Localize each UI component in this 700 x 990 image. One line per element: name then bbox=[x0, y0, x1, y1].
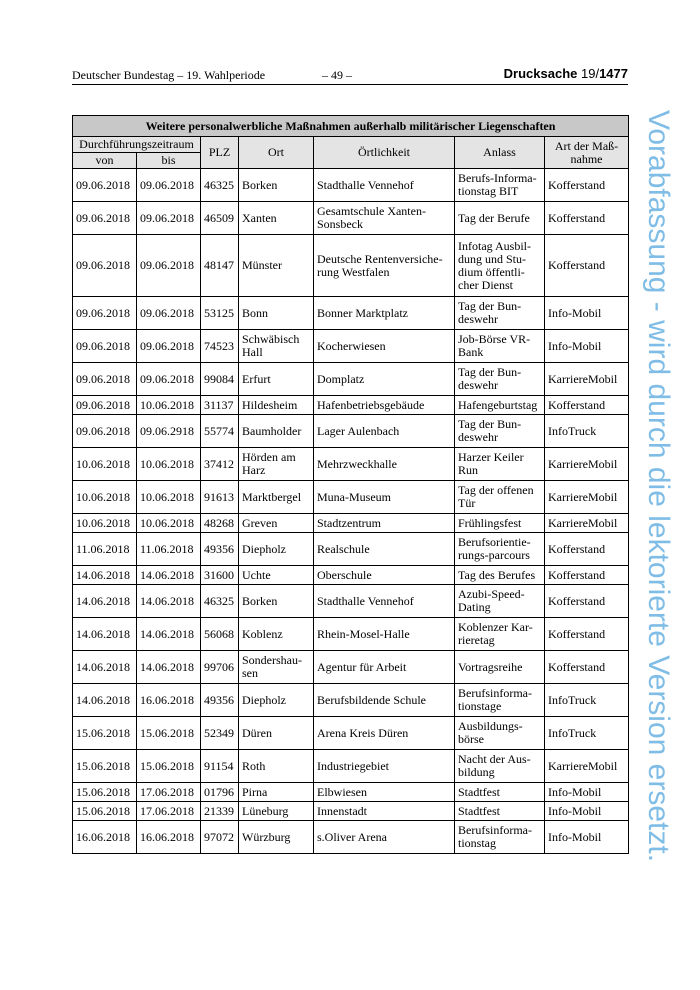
table-body bbox=[73, 169, 629, 854]
cell-anlass: Stadtfest bbox=[455, 802, 545, 821]
cell-oertlichkeit: Agentur für Arbeit bbox=[314, 651, 455, 684]
cell-bis: 10.06.2018 bbox=[137, 481, 201, 514]
table-row bbox=[73, 618, 629, 651]
cell-bis: 14.06.2018 bbox=[137, 618, 201, 651]
table-row bbox=[73, 717, 629, 750]
table-row bbox=[73, 750, 629, 783]
cell-art: Info-Mobil bbox=[545, 783, 629, 802]
cell-anlass: Nacht der Aus-bildung bbox=[455, 750, 545, 783]
cell-von: 15.06.2018 bbox=[73, 750, 137, 783]
table-row bbox=[73, 330, 629, 363]
parliament-label: Deutscher Bundestag – 19. Wahlperiode bbox=[72, 68, 266, 82]
cell-oertlichkeit: Rhein-Mosel-Halle bbox=[314, 618, 455, 651]
table-row bbox=[73, 783, 629, 802]
cell-bis: 17.06.2018 bbox=[137, 783, 201, 802]
document-number-prefix: 19/ bbox=[581, 66, 600, 81]
cell-plz: 99084 bbox=[201, 363, 239, 396]
cell-anlass: Tag des Berufes bbox=[455, 566, 545, 585]
cell-art: Info-Mobil bbox=[545, 297, 629, 330]
cell-anlass: Tag der Bun-deswehr bbox=[455, 363, 545, 396]
cell-art: Kofferstand bbox=[545, 396, 629, 415]
cell-von: 09.06.2018 bbox=[73, 297, 137, 330]
cell-bis: 14.06.2018 bbox=[137, 566, 201, 585]
measures-table bbox=[72, 115, 629, 854]
cell-von: 14.06.2018 bbox=[73, 566, 137, 585]
cell-oertlichkeit: Stadthalle Vennehof bbox=[314, 169, 455, 202]
cell-ort: Marktbergel bbox=[239, 481, 314, 514]
table-row bbox=[73, 448, 629, 481]
cell-oertlichkeit: Deutsche Rentenversiche-rung Westfalen bbox=[314, 235, 455, 297]
cell-art: KarriereMobil bbox=[545, 514, 629, 533]
cell-plz: 31137 bbox=[201, 396, 239, 415]
cell-art: Kofferstand bbox=[545, 585, 629, 618]
header-from: von bbox=[73, 153, 137, 169]
header-art: Art der Maß-nahme bbox=[545, 137, 629, 169]
cell-von: 14.06.2018 bbox=[73, 651, 137, 684]
cell-oertlichkeit: Bonner Marktplatz bbox=[314, 297, 455, 330]
header-period: Durchführungszeitraum bbox=[73, 137, 201, 153]
document-number bbox=[504, 66, 628, 81]
cell-ort: Roth bbox=[239, 750, 314, 783]
cell-anlass: Frühlingsfest bbox=[455, 514, 545, 533]
cell-anlass: Tag der Bun-deswehr bbox=[455, 297, 545, 330]
cell-bis: 09.06.2918 bbox=[137, 415, 201, 448]
cell-ort: Koblenz bbox=[239, 618, 314, 651]
cell-plz: 46325 bbox=[201, 585, 239, 618]
table-row bbox=[73, 363, 629, 396]
cell-plz: 91613 bbox=[201, 481, 239, 514]
cell-ort: Pirna bbox=[239, 783, 314, 802]
cell-von: 15.06.2018 bbox=[73, 783, 137, 802]
cell-bis: 10.06.2018 bbox=[137, 448, 201, 481]
cell-art: InfoTruck bbox=[545, 684, 629, 717]
cell-oertlichkeit: Gesamtschule Xanten-Sonsbeck bbox=[314, 202, 455, 235]
cell-oertlichkeit: Arena Kreis Düren bbox=[314, 717, 455, 750]
cell-art: Kofferstand bbox=[545, 618, 629, 651]
cell-ort: Schwäbisch Hall bbox=[239, 330, 314, 363]
cell-art: InfoTruck bbox=[545, 717, 629, 750]
cell-oertlichkeit: Stadthalle Vennehof bbox=[314, 585, 455, 618]
table-row bbox=[73, 202, 629, 235]
cell-art: KarriereMobil bbox=[545, 481, 629, 514]
cell-bis: 09.06.2018 bbox=[137, 202, 201, 235]
cell-art: Kofferstand bbox=[545, 235, 629, 297]
cell-art: Info-Mobil bbox=[545, 802, 629, 821]
cell-plz: 99706 bbox=[201, 651, 239, 684]
cell-ort: Xanten bbox=[239, 202, 314, 235]
cell-anlass: Stadtfest bbox=[455, 783, 545, 802]
header-oertlichkeit: Örtlichkeit bbox=[314, 137, 455, 169]
cell-anlass: Berufsinforma-tionstag bbox=[455, 821, 545, 854]
cell-bis: 14.06.2018 bbox=[137, 651, 201, 684]
page-number: – 49 – bbox=[322, 68, 352, 82]
cell-plz: 91154 bbox=[201, 750, 239, 783]
cell-von: 15.06.2018 bbox=[73, 717, 137, 750]
cell-plz: 21339 bbox=[201, 802, 239, 821]
cell-ort: Diepholz bbox=[239, 533, 314, 566]
table-row bbox=[73, 802, 629, 821]
watermark-text: Vorabfassung - wird durch die lektorierte Version ersetzt. bbox=[642, 110, 675, 863]
cell-von: 09.06.2018 bbox=[73, 415, 137, 448]
cell-oertlichkeit: Oberschule bbox=[314, 566, 455, 585]
cell-von: 09.06.2018 bbox=[73, 330, 137, 363]
cell-oertlichkeit: Industriegebiet bbox=[314, 750, 455, 783]
cell-von: 10.06.2018 bbox=[73, 448, 137, 481]
cell-von: 10.06.2018 bbox=[73, 514, 137, 533]
table-row bbox=[73, 235, 629, 297]
cell-von: 11.06.2018 bbox=[73, 533, 137, 566]
table-row bbox=[73, 169, 629, 202]
cell-art: KarriereMobil bbox=[545, 750, 629, 783]
cell-von: 14.06.2018 bbox=[73, 684, 137, 717]
header-to: bis bbox=[137, 153, 201, 169]
cell-ort: Lüneburg bbox=[239, 802, 314, 821]
cell-art: InfoTruck bbox=[545, 415, 629, 448]
cell-bis: 16.06.2018 bbox=[137, 821, 201, 854]
cell-plz: 46509 bbox=[201, 202, 239, 235]
table-title: Weitere personalwerbliche Maßnahmen außerhalb militärischer Liegenschaften bbox=[73, 116, 629, 137]
cell-plz: 74523 bbox=[201, 330, 239, 363]
cell-von: 16.06.2018 bbox=[73, 821, 137, 854]
cell-ort: Borken bbox=[239, 585, 314, 618]
cell-bis: 15.06.2018 bbox=[137, 750, 201, 783]
header-plz: PLZ bbox=[201, 137, 239, 169]
cell-anlass: Berufsinforma-tionstage bbox=[455, 684, 545, 717]
cell-bis: 09.06.2018 bbox=[137, 363, 201, 396]
table-row bbox=[73, 585, 629, 618]
cell-anlass: Azubi-Speed-Dating bbox=[455, 585, 545, 618]
cell-ort: Diepholz bbox=[239, 684, 314, 717]
cell-art: KarriereMobil bbox=[545, 448, 629, 481]
cell-art: Kofferstand bbox=[545, 651, 629, 684]
cell-oertlichkeit: Muna-Museum bbox=[314, 481, 455, 514]
cell-ort: Uchte bbox=[239, 566, 314, 585]
cell-von: 09.06.2018 bbox=[73, 235, 137, 297]
cell-oertlichkeit: Mehrzweckhalle bbox=[314, 448, 455, 481]
cell-plz: 46325 bbox=[201, 169, 239, 202]
header-ort: Ort bbox=[239, 137, 314, 169]
table-row bbox=[73, 396, 629, 415]
cell-anlass: Tag der Bun-deswehr bbox=[455, 415, 545, 448]
table-row bbox=[73, 415, 629, 448]
cell-ort: Sondershau-sen bbox=[239, 651, 314, 684]
draft-watermark bbox=[636, 110, 680, 910]
cell-bis: 10.06.2018 bbox=[137, 514, 201, 533]
table-row bbox=[73, 297, 629, 330]
cell-oertlichkeit: Berufsbildende Schule bbox=[314, 684, 455, 717]
cell-bis: 09.06.2018 bbox=[137, 235, 201, 297]
cell-oertlichkeit: Domplatz bbox=[314, 363, 455, 396]
cell-ort: Greven bbox=[239, 514, 314, 533]
cell-bis: 14.06.2018 bbox=[137, 585, 201, 618]
cell-oertlichkeit: Elbwiesen bbox=[314, 783, 455, 802]
header-rule bbox=[72, 84, 628, 85]
cell-oertlichkeit: Kocherwiesen bbox=[314, 330, 455, 363]
cell-bis: 15.06.2018 bbox=[137, 717, 201, 750]
cell-ort: Hildesheim bbox=[239, 396, 314, 415]
cell-von: 14.06.2018 bbox=[73, 618, 137, 651]
page-header bbox=[72, 66, 628, 84]
document-number-main: 1477 bbox=[599, 66, 628, 81]
cell-plz: 49356 bbox=[201, 684, 239, 717]
cell-anlass: Tag der offenen Tür bbox=[455, 481, 545, 514]
cell-anlass: Berufsorientie-rungs-parcours bbox=[455, 533, 545, 566]
cell-bis: 17.06.2018 bbox=[137, 802, 201, 821]
cell-von: 09.06.2018 bbox=[73, 202, 137, 235]
cell-oertlichkeit: Innenstadt bbox=[314, 802, 455, 821]
cell-anlass: Hafengeburtstag bbox=[455, 396, 545, 415]
cell-von: 09.06.2018 bbox=[73, 363, 137, 396]
cell-anlass: Tag der Berufe bbox=[455, 202, 545, 235]
cell-plz: 31600 bbox=[201, 566, 239, 585]
cell-plz: 56068 bbox=[201, 618, 239, 651]
cell-von: 14.06.2018 bbox=[73, 585, 137, 618]
cell-ort: Münster bbox=[239, 235, 314, 297]
cell-anlass: Harzer Keiler Run bbox=[455, 448, 545, 481]
cell-plz: 48147 bbox=[201, 235, 239, 297]
cell-ort: Bonn bbox=[239, 297, 314, 330]
cell-ort: Erfurt bbox=[239, 363, 314, 396]
cell-ort: Baumholder bbox=[239, 415, 314, 448]
table-row bbox=[73, 566, 629, 585]
cell-art: Kofferstand bbox=[545, 202, 629, 235]
cell-art: Kofferstand bbox=[545, 533, 629, 566]
table-row bbox=[73, 514, 629, 533]
cell-anlass: Ausbildungs-börse bbox=[455, 717, 545, 750]
cell-oertlichkeit: Hafenbetriebsgebäude bbox=[314, 396, 455, 415]
cell-bis: 09.06.2018 bbox=[137, 330, 201, 363]
cell-oertlichkeit: s.Oliver Arena bbox=[314, 821, 455, 854]
table-row bbox=[73, 533, 629, 566]
cell-oertlichkeit: Realschule bbox=[314, 533, 455, 566]
cell-von: 09.06.2018 bbox=[73, 396, 137, 415]
cell-anlass: Job-Börse VR-Bank bbox=[455, 330, 545, 363]
cell-art: Info-Mobil bbox=[545, 821, 629, 854]
cell-art: Kofferstand bbox=[545, 169, 629, 202]
cell-ort: Düren bbox=[239, 717, 314, 750]
table-row bbox=[73, 684, 629, 717]
cell-art: Kofferstand bbox=[545, 566, 629, 585]
cell-oertlichkeit: Stadtzentrum bbox=[314, 514, 455, 533]
cell-ort: Borken bbox=[239, 169, 314, 202]
cell-plz: 55774 bbox=[201, 415, 239, 448]
cell-plz: 97072 bbox=[201, 821, 239, 854]
cell-art: KarriereMobil bbox=[545, 363, 629, 396]
cell-anlass: Infotag Ausbil-dung und Stu-dium öffentli-cher Dienst bbox=[455, 235, 545, 297]
cell-bis: 09.06.2018 bbox=[137, 169, 201, 202]
cell-plz: 37412 bbox=[201, 448, 239, 481]
cell-bis: 10.06.2018 bbox=[137, 396, 201, 415]
cell-bis: 09.06.2018 bbox=[137, 297, 201, 330]
cell-art: Info-Mobil bbox=[545, 330, 629, 363]
table-row bbox=[73, 651, 629, 684]
cell-von: 09.06.2018 bbox=[73, 169, 137, 202]
header-anlass: Anlass bbox=[455, 137, 545, 169]
cell-plz: 01796 bbox=[201, 783, 239, 802]
cell-bis: 16.06.2018 bbox=[137, 684, 201, 717]
cell-plz: 52349 bbox=[201, 717, 239, 750]
cell-plz: 49356 bbox=[201, 533, 239, 566]
cell-bis: 11.06.2018 bbox=[137, 533, 201, 566]
cell-ort: Würzburg bbox=[239, 821, 314, 854]
table-row bbox=[73, 821, 629, 854]
table-row bbox=[73, 481, 629, 514]
cell-plz: 48268 bbox=[201, 514, 239, 533]
cell-anlass: Vortragsreihe bbox=[455, 651, 545, 684]
cell-von: 15.06.2018 bbox=[73, 802, 137, 821]
cell-von: 10.06.2018 bbox=[73, 481, 137, 514]
cell-plz: 53125 bbox=[201, 297, 239, 330]
cell-ort: Hörden am Harz bbox=[239, 448, 314, 481]
cell-anlass: Berufs-Informa-tionstag BIT bbox=[455, 169, 545, 202]
cell-oertlichkeit: Lager Aulenbach bbox=[314, 415, 455, 448]
cell-anlass: Koblenzer Kar-rieretag bbox=[455, 618, 545, 651]
document-label: Drucksache bbox=[503, 66, 578, 81]
